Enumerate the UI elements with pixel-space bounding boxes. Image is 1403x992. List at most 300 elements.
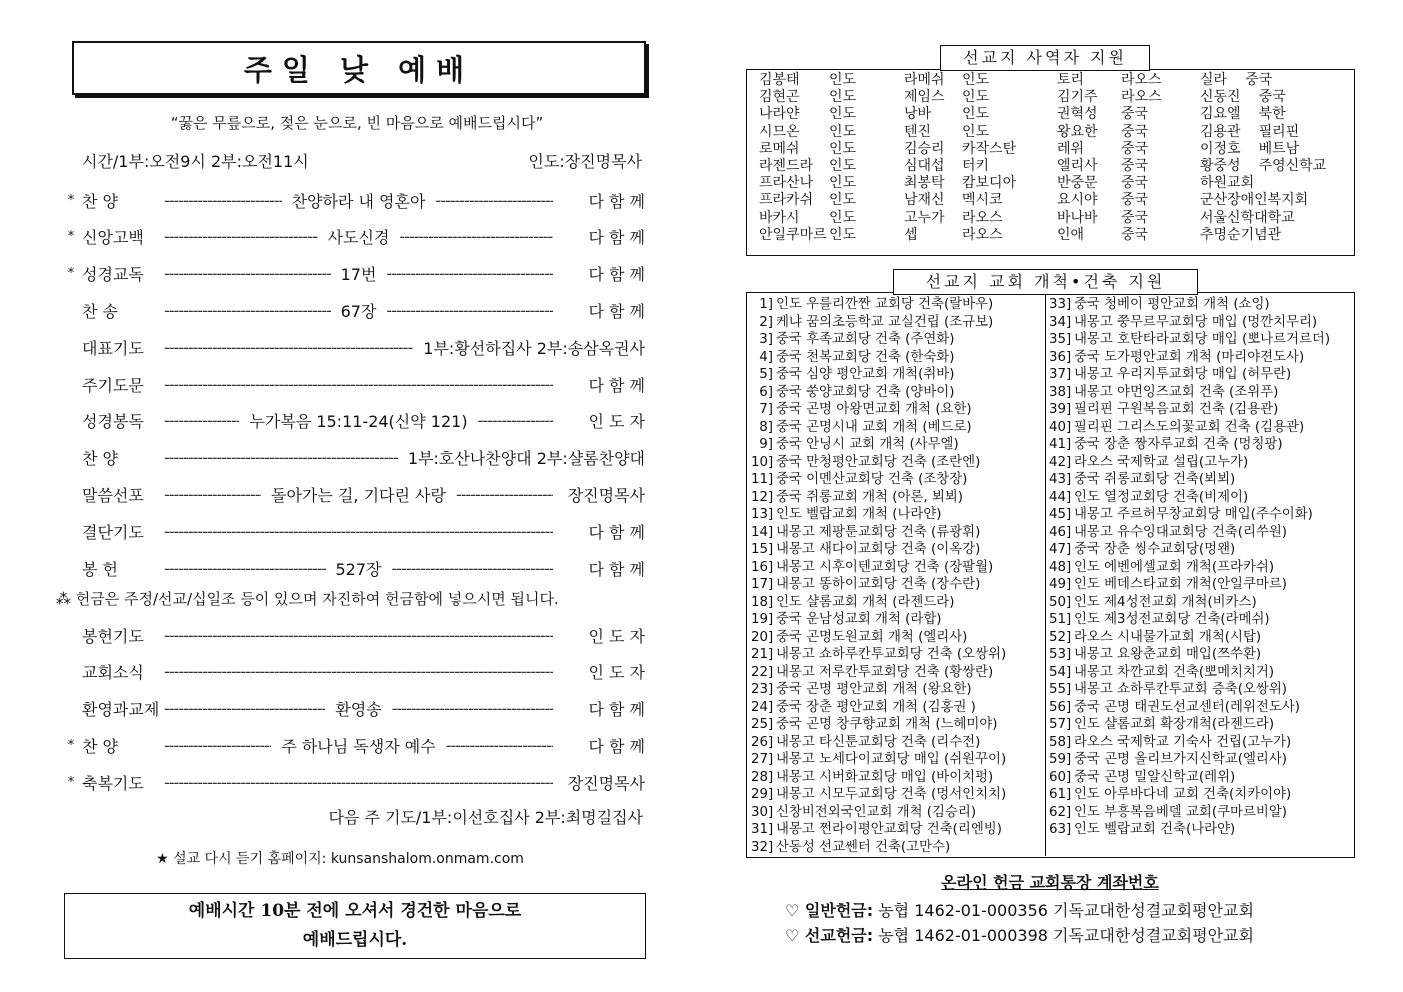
item-detail	[164, 299, 553, 322]
entry-number: 21]	[751, 647, 774, 662]
worker-name: 이정호	[1200, 140, 1241, 157]
leader-dots	[359, 375, 554, 394]
church-entry	[1049, 681, 1330, 699]
entry-number: 49]	[1049, 577, 1072, 592]
worker-entry	[759, 89, 856, 106]
entry-number: 46]	[1049, 524, 1072, 540]
worker-country: 인도	[962, 72, 990, 88]
church-entry	[1049, 594, 1330, 612]
item-performer: 다 함 께	[588, 700, 645, 720]
entry-text: 라오스 국제학교 기숙사 건립(고누가)	[1074, 734, 1292, 750]
church-entry	[751, 559, 1006, 577]
worker-country: 인도	[829, 89, 857, 106]
entry-text: 내몽고 쇼하루칸투교회 증축(오쌍위)	[1074, 682, 1287, 697]
worker-name: 최봉탁	[904, 175, 945, 192]
worker-entry	[1057, 227, 1162, 244]
entry-text: 중국 곤명 태권도선교센터(레위전도사)	[1074, 699, 1300, 715]
service-item	[60, 332, 645, 362]
workers-column	[1057, 72, 1162, 244]
entry-number: 30]	[751, 804, 774, 820]
worker-country: 중국	[1121, 140, 1149, 157]
leader-dots	[164, 559, 326, 578]
worker-entry	[1200, 89, 1326, 106]
church-entry	[1049, 524, 1330, 542]
workers-column	[759, 72, 856, 244]
leader-dots	[359, 662, 554, 681]
workers-column	[904, 72, 1016, 244]
reminder-box	[64, 893, 646, 959]
church-entry	[751, 419, 1006, 437]
general-offering-account	[785, 898, 1345, 921]
church-entry	[1049, 541, 1330, 559]
entry-number: 27]	[751, 752, 774, 767]
item-text: 찬양하라 내 영혼아	[291, 191, 426, 211]
worker-country: 인도	[829, 106, 857, 123]
entry-text: 내몽고 저루칸투교회당 건축 (황쌍란)	[776, 664, 994, 680]
entry-number: 47]	[1049, 542, 1072, 557]
entry-text: 내몽고 주르허무창교회당 매입(주수이화)	[1074, 507, 1313, 522]
worker-entry	[759, 192, 856, 209]
worker-name: 레위	[1057, 140, 1085, 157]
entry-text: 내몽고 호탄타라교회당 매입 (뽀나르거르더)	[1074, 332, 1331, 347]
leader-dots	[164, 736, 271, 755]
entry-number: 10]	[751, 454, 774, 470]
worker-name: 김승리	[904, 140, 945, 157]
item-detail	[164, 409, 553, 432]
church-entry	[1049, 804, 1330, 822]
church-entry	[751, 804, 1006, 822]
entry-text: 중국 곤명시내 교회 개척 (베드로)	[776, 419, 972, 435]
item-performer: 인 도 자	[588, 663, 645, 683]
item-text: 17번	[340, 265, 377, 285]
worker-entry	[1200, 72, 1326, 89]
church-entry	[1049, 366, 1330, 384]
church-entry	[1049, 331, 1330, 349]
item-label: 축복기도	[82, 773, 144, 793]
church-entry	[1049, 734, 1330, 752]
church-entry	[751, 541, 1006, 559]
entry-text: 라오스 국제학교 설립(고누가)	[1074, 454, 1249, 470]
church-entry	[1049, 611, 1330, 629]
item-performer: 다 함 께	[588, 228, 645, 248]
worker-name: 실라	[1200, 72, 1228, 88]
service-item	[60, 295, 645, 325]
entry-text: 내몽고 새다이교회당 건축 (이옥강)	[776, 542, 981, 557]
worker-name: 추명순기념관	[1200, 226, 1282, 243]
church-entry	[1049, 384, 1330, 402]
worker-country: 멕시코	[962, 192, 1003, 209]
entry-text: 필리핀 구원복음교회 건축 (김용관)	[1074, 402, 1279, 417]
entry-text: 케냐 꿈의초등학교 교실건립 (조규보)	[776, 314, 994, 330]
entry-number: 11]	[751, 472, 774, 487]
entry-text: 인도 부흥복음베델 교회(쿠마르비알)	[1074, 804, 1287, 820]
worker-entry	[1200, 210, 1326, 227]
church-planting-title: 선교지 교회 개척•건축 지원	[893, 269, 1198, 295]
item-performer: 인 도 자	[588, 626, 645, 646]
entry-text: 인도 벨랍교회 건축(나라얀)	[1074, 822, 1236, 837]
worship-motto: “꿇은 무릎으로, 젖은 눈으로, 빈 마음으로 예배드립시다”	[170, 114, 544, 132]
entry-text: 중국 청베이 평안교회 개척 (쇼잉)	[1074, 297, 1270, 312]
service-item	[60, 767, 645, 797]
worker-entry	[904, 227, 1016, 244]
church-entry	[1049, 769, 1330, 787]
worker-country: 캄보디아	[962, 175, 1017, 192]
offering-note: ⁂ 헌금은 주정/선교/십일조 등이 있으며 자진하여 헌금함에 넣으시면 됩니다.	[56, 590, 559, 608]
worker-name: 안일쿠마르	[759, 226, 827, 243]
item-detail	[164, 225, 553, 248]
worker-country: 인도	[962, 106, 990, 123]
worker-name: 심대섭	[904, 158, 945, 175]
entry-number: 33]	[1049, 297, 1072, 312]
worker-name: 엘리사	[1057, 158, 1098, 175]
entry-text: 중국 만청평안교회당 건축 (조란엔)	[776, 454, 981, 470]
entry-text: 중국 장춘 씽수교회당(멍왠)	[1074, 542, 1236, 557]
leader-dots	[386, 301, 553, 320]
worker-entry	[1057, 72, 1162, 89]
entry-number: 41]	[1049, 437, 1072, 452]
item-performer: 인 도 자	[588, 412, 645, 432]
church-entry	[1049, 471, 1330, 489]
entry-number: 32]	[751, 839, 774, 855]
church-entry	[1049, 506, 1330, 524]
item-text: 67장	[340, 301, 377, 321]
worker-name: 왕요한	[1057, 123, 1098, 140]
entry-text: 내몽고 우리지투교회당 매입 (허무란)	[1074, 367, 1292, 382]
service-item	[60, 516, 645, 546]
item-detail	[164, 336, 645, 359]
worker-country: 중국	[1121, 106, 1149, 123]
worker-country: 인도	[829, 140, 857, 157]
worker-entry	[1200, 106, 1326, 123]
worker-name: 반중문	[1057, 175, 1098, 192]
worker-entry	[1200, 175, 1326, 192]
leader-dots	[399, 227, 553, 246]
service-item	[60, 222, 645, 252]
service-item	[60, 620, 645, 650]
leader-dots	[164, 773, 359, 792]
item-label: 찬 양	[82, 736, 118, 756]
leader-dots	[478, 411, 553, 430]
entry-number: 28]	[751, 769, 774, 785]
leader-dots	[456, 485, 553, 504]
entry-number: 7]	[759, 402, 773, 417]
entry-number: 60]	[1049, 769, 1072, 785]
item-performer: 다 함 께	[588, 375, 645, 395]
item-label: 찬 양	[82, 449, 118, 469]
worker-entry	[1200, 227, 1326, 244]
item-performer: 장진명목사	[567, 773, 645, 793]
standing-mark: *	[67, 774, 75, 790]
entry-number: 39]	[1049, 402, 1072, 417]
church-entry	[1049, 489, 1330, 507]
entry-text: 내몽고 쇼하루칸투교회당 건축 (오쌍위)	[776, 647, 1007, 662]
entry-number: 23]	[751, 682, 774, 697]
leader-dots	[164, 411, 239, 430]
entry-number: 15]	[751, 542, 774, 557]
church-entry	[1049, 786, 1330, 804]
account-number: 농협 1462-01-000398 기독교대한성결교회평안교회	[873, 926, 1254, 945]
entry-number: 20]	[751, 629, 774, 645]
leader-dots	[446, 736, 553, 755]
entry-text: 필리핀 그리스도의꽃교회 건축 (김용관)	[1074, 419, 1305, 435]
church-entry	[751, 751, 1006, 769]
church-entry	[1049, 454, 1330, 472]
church-entry	[751, 611, 1006, 629]
worker-country: 중국	[1121, 123, 1149, 140]
item-label: 성경봉독	[82, 412, 144, 432]
worker-entry	[1200, 124, 1326, 141]
item-text: 주 하나님 독생자 예수	[281, 736, 436, 756]
worker-entry	[904, 124, 1016, 141]
service-item	[60, 730, 645, 760]
church-entry	[751, 821, 1006, 839]
page-title: 주일 낮 예배	[72, 41, 646, 95]
item-detail	[164, 446, 645, 469]
leader-dots	[164, 699, 325, 718]
worker-name: 토리	[1057, 72, 1085, 88]
entry-text: 내몽고 쭝무르무교회당 매입 (멍깐치무리)	[1074, 314, 1318, 330]
church-entry	[1049, 716, 1330, 734]
worker-country: 인도	[829, 72, 857, 88]
leader-dots	[164, 301, 331, 320]
leader-dots	[164, 264, 331, 283]
leader-dots	[164, 662, 359, 681]
entry-text: 중국 쥐롱교회당 건축(뵈뵈)	[1074, 472, 1236, 487]
leader-dots	[359, 773, 554, 792]
entry-number: 3]	[759, 332, 773, 347]
worker-entry	[759, 141, 856, 158]
church-column	[751, 296, 1006, 856]
entry-text: 중국 곤명도원교회 개척 (엘리사)	[776, 629, 968, 645]
worker-entry	[1057, 175, 1162, 192]
entry-text: 인도 열정교회당 건축(비제이)	[1074, 489, 1249, 505]
worker-country: 인도	[829, 226, 857, 243]
worker-entry	[759, 210, 856, 227]
entry-number: 22]	[751, 664, 774, 680]
church-entry	[1049, 576, 1330, 594]
entry-text: 내몽고 제팡툰교회당 건축 (류광휘)	[776, 524, 981, 540]
entry-number: 61]	[1049, 787, 1072, 802]
online-offering-title: 온라인 헌금 교회통장 계좌번호	[941, 873, 1159, 892]
worker-entry	[904, 210, 1016, 227]
church-entry	[751, 576, 1006, 594]
item-detail	[164, 189, 553, 212]
entry-number: 51]	[1049, 612, 1072, 627]
worker-entry	[1057, 89, 1162, 106]
entry-text: 내몽고 시버화교회당 매입 (바이치펑)	[776, 769, 994, 785]
worker-name: 제임스	[904, 89, 945, 106]
worker-name: 나라얀	[759, 106, 800, 123]
church-entry	[751, 331, 1006, 349]
service-item	[60, 406, 645, 436]
worker-entry	[759, 106, 856, 123]
entry-number: 14]	[751, 524, 774, 540]
church-entry	[751, 296, 1006, 314]
entry-text: 인도 아루바다네 교회 건축(치카이야)	[1074, 787, 1292, 802]
entry-number: 55]	[1049, 682, 1072, 697]
entry-number: 31]	[751, 822, 774, 837]
church-entry	[751, 454, 1006, 472]
standing-mark: *	[67, 192, 75, 208]
leader-dots	[435, 191, 553, 210]
item-performer: 장진명목사	[567, 485, 645, 505]
entry-number: 62]	[1049, 804, 1072, 820]
item-detail	[164, 262, 553, 285]
worker-name: 프라산나	[759, 175, 814, 192]
church-entry	[751, 786, 1006, 804]
entry-text: 중국 천복교회당 건축 (한숙화)	[776, 349, 955, 365]
entry-text: 인도 우를리깐짠 교회당 건축(랄바우)	[776, 297, 994, 312]
entry-text: 중국 운남성교회 개척 (라합)	[776, 612, 942, 627]
item-text: 사도신경	[327, 228, 390, 248]
item-text: 1부:호산나찬양대 2부:샬롬찬양대	[407, 449, 645, 469]
entry-number: 59]	[1049, 752, 1072, 767]
service-item	[60, 553, 645, 583]
entry-text: 인도 제4성전교회 개척(비카스)	[1074, 594, 1257, 610]
worker-country: 중국	[1121, 226, 1149, 243]
worker-name: 군산장애인복지회	[1200, 192, 1309, 209]
church-entry	[1049, 646, 1330, 664]
entry-number: 13]	[751, 507, 774, 522]
item-detail	[164, 522, 553, 541]
entry-number: 40]	[1049, 419, 1072, 435]
entry-number: 12]	[751, 489, 774, 505]
worker-country: 중국	[1245, 72, 1273, 88]
worker-country: 인도	[962, 123, 990, 140]
entry-text: 중국 안닝시 교회 개척 (사무엘)	[776, 437, 959, 452]
service-time: 시간/1부:오전9시 2부:오전11시	[82, 151, 309, 171]
church-entry	[751, 314, 1006, 332]
entry-number: 58]	[1049, 734, 1072, 750]
entry-text: 내몽고 노세다이교회당 매입 (쉬원꾸이)	[776, 752, 1007, 767]
church-entry	[751, 524, 1006, 542]
entry-number: 34]	[1049, 314, 1072, 330]
worker-name: 신동진	[1200, 89, 1241, 106]
entry-text: 내몽고 차깐교회 건축(뽀메치치거)	[1074, 664, 1275, 680]
entry-text: 중국 장춘 평안교회 개척 (김홍권 )	[776, 699, 976, 715]
church-entry	[751, 839, 1006, 857]
worker-country: 인도	[829, 158, 857, 175]
entry-text: 중국 곤명 창쿠향교회 개척 (느헤미야)	[776, 717, 998, 732]
item-text: 누가복음 15:11-24(신약 121)	[249, 412, 468, 432]
item-detail	[164, 697, 553, 720]
entry-text: 내몽고 쩐라이평안교회당 건축(리엔빙)	[776, 822, 1002, 837]
item-label: 환영과교제	[82, 700, 160, 720]
worker-entry	[904, 89, 1016, 106]
church-entry	[1049, 664, 1330, 682]
service-item	[60, 657, 645, 687]
leader-dots	[164, 448, 398, 467]
entry-number: 54]	[1049, 664, 1072, 680]
worker-name: 로메쉬	[759, 140, 800, 157]
entry-number: 2]	[759, 314, 773, 330]
service-item	[60, 443, 645, 473]
entry-number: 17]	[751, 577, 774, 592]
entry-text: 중국 이멘산교회당 건축 (조창장)	[776, 472, 968, 487]
entry-number: 6]	[759, 384, 773, 400]
leader-dots	[164, 626, 359, 645]
service-item	[60, 259, 645, 289]
mission-offering-account	[785, 923, 1345, 946]
worker-entry	[904, 158, 1016, 175]
worker-country: 중국	[1121, 158, 1149, 175]
entry-text: 인도 에벤에셀교회 개척(프라카쉬)	[1074, 559, 1275, 575]
church-entry	[751, 699, 1006, 717]
entry-number: 52]	[1049, 629, 1072, 645]
entry-number: 38]	[1049, 384, 1072, 400]
item-label: 봉 헌	[82, 559, 118, 579]
sermon-replay-link[interactable]: ★ 설교 다시 듣기 홈페이지: kunsanshalom.onmam.com	[156, 851, 524, 867]
worker-name: 권혁성	[1057, 106, 1098, 123]
item-performer: 다 함 께	[588, 191, 645, 211]
worker-country: 베트남	[1258, 140, 1300, 157]
worker-name: 남재신	[904, 192, 945, 209]
item-detail	[164, 662, 553, 681]
entry-number: 29]	[751, 787, 774, 802]
entry-text: 중국 곤명 올리브가지신학교(엘리사)	[1074, 752, 1287, 767]
entry-number: 57]	[1049, 717, 1072, 732]
entry-number: 37]	[1049, 367, 1072, 382]
item-performer: 다 함 께	[588, 736, 645, 756]
worker-entry	[1057, 158, 1162, 175]
leader-dots	[359, 522, 554, 541]
standing-mark: *	[67, 737, 75, 753]
entry-text: 인도 벨랍교회 개척 (나라얀)	[776, 507, 942, 522]
church-entry	[751, 594, 1006, 612]
entry-text: 신창비전외국인교회 개척 (김승리)	[776, 804, 977, 820]
entry-number: 4]	[759, 349, 773, 365]
worker-entry	[904, 72, 1016, 89]
item-label: 봉헌기도	[82, 626, 144, 646]
service-item	[60, 479, 645, 509]
item-detail	[164, 557, 553, 580]
entry-text: 중국 후족교회당 건축 (주연화)	[776, 332, 955, 347]
reminder-line-1: 예배시간 10분 전에 오셔서 경건한 마음으로	[188, 901, 522, 921]
church-entry	[751, 366, 1006, 384]
reminder-line-2: 예배드립시다.	[302, 930, 408, 950]
entry-text: 중국 쥐롱교회 개척 (아론, 뵈뵈)	[776, 489, 963, 505]
item-label: 대표기도	[82, 338, 144, 358]
church-entry	[751, 401, 1006, 419]
account-label: ♡ 선교헌금:	[785, 926, 874, 945]
worker-entry	[904, 106, 1016, 123]
worker-country: 중국	[1121, 192, 1149, 209]
worker-country: 북한	[1258, 106, 1286, 123]
item-detail	[164, 626, 553, 645]
church-entry	[1049, 436, 1330, 454]
leader-dots	[164, 485, 261, 504]
standing-mark: *	[67, 229, 75, 245]
church-entry	[1049, 751, 1330, 769]
worker-name: 텐진	[904, 123, 932, 140]
entry-text: 중국 곤명 평안교회 개척 (왕요한)	[776, 682, 972, 697]
worker-entry	[1057, 192, 1162, 209]
worker-country: 라오스	[1121, 72, 1162, 88]
worker-entry	[904, 192, 1016, 209]
church-entry	[1049, 419, 1330, 437]
item-performer: 다 함 께	[588, 522, 645, 542]
service-item	[60, 185, 645, 215]
worker-entry	[1200, 158, 1326, 175]
entry-text: 인도 샬롬교회 개척 (라젠드라)	[776, 594, 955, 610]
item-detail	[164, 734, 553, 757]
item-performer: 다 함 께	[588, 559, 645, 579]
entry-text: 중국 곤명 아왕면교회 개척 (요한)	[776, 402, 972, 417]
worker-name: 서울신학대학교	[1200, 209, 1295, 226]
worker-name: 고누가	[904, 209, 945, 226]
worker-country: 카작스탄	[962, 140, 1017, 157]
entry-number: 9]	[759, 437, 773, 452]
